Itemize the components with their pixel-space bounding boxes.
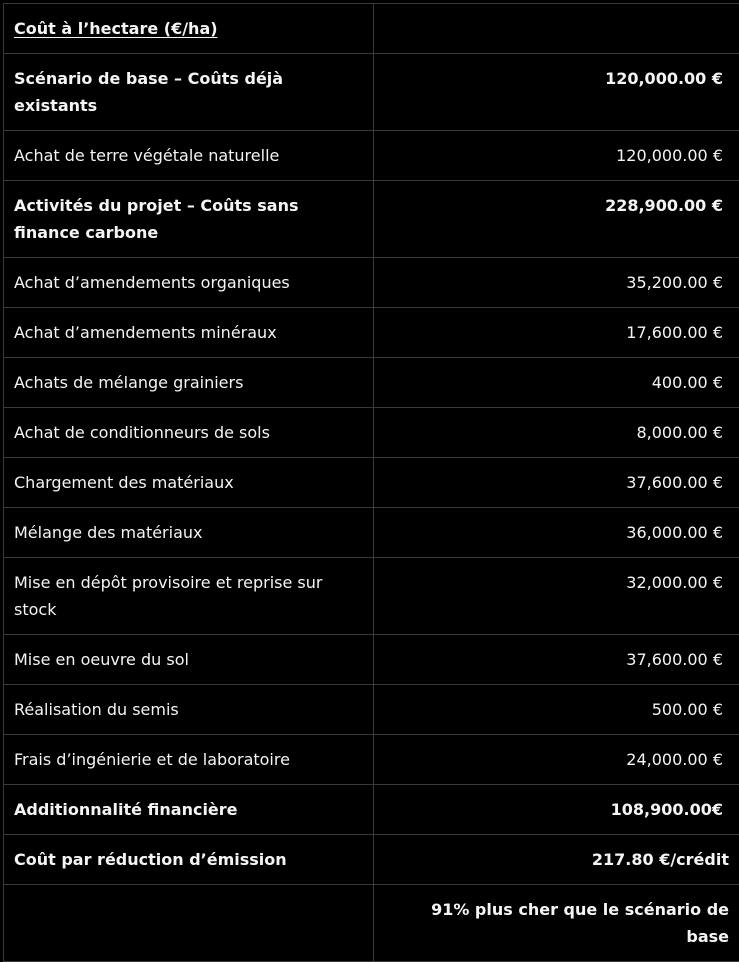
table-row [4,735,739,785]
table-header-empty-cell [374,4,739,54]
row-label [4,885,374,962]
row-label: Achats de mélange grainiers [4,358,374,408]
row-value: 120,000.00 € [374,131,739,181]
row-value: 24,000.00 € [374,735,739,785]
table-row-financial-additionality [4,785,739,835]
row-label: Réalisation du semis [4,685,374,735]
table-row [4,358,739,408]
table-row-base-scenario [4,54,739,131]
row-label: Coût par réduction d’émission [4,835,374,885]
row-label: Additionnalité financière [4,785,374,835]
row-label: Achat d’amendements organiques [4,258,374,308]
table-title-cell [4,4,374,54]
row-value: 37,600.00 € [374,458,739,508]
row-value: 36,000.00 € [374,508,739,558]
row-value: 17,600.00 € [374,308,739,358]
row-value: 8,000.00 € [374,408,739,458]
table-row-project-activities [4,181,739,258]
table-row [4,635,739,685]
row-label: Frais d’ingénierie et de laboratoire [4,735,374,785]
row-label: Mélange des matériaux [4,508,374,558]
cost-per-hectare-table [3,3,739,962]
table-row [4,408,739,458]
row-label: Achat d’amendements minéraux [4,308,374,358]
row-value: 400.00 € [374,358,739,408]
row-value: 217.80 €/crédit [374,835,739,885]
table-row [4,131,739,181]
row-label: Chargement des matériaux [4,458,374,508]
row-value: 32,000.00 € [374,558,739,635]
row-label: Achat de conditionneurs de sols [4,408,374,458]
row-label: Activités du projet – Coûts sans finance carbone [4,181,374,258]
table-row [4,685,739,735]
table-row [4,258,739,308]
row-value: 500.00 € [374,685,739,735]
table-row [4,458,739,508]
row-value: 120,000.00 € [374,54,739,131]
table-title: Coût à l’hectare (€/ha) [14,19,218,38]
row-label: Scénario de base – Coûts déjà existants [4,54,374,131]
row-label: Achat de terre végétale naturelle [4,131,374,181]
table-header-row [4,4,739,54]
table-row-cost-per-emission-reduction [4,835,739,885]
row-value: 35,200.00 € [374,258,739,308]
table-row [4,558,739,635]
row-label: Mise en dépôt provisoire et reprise sur stock [4,558,374,635]
row-label: Mise en oeuvre du sol [4,635,374,685]
comparison-note: 91% plus cher que le scénario de base [374,885,739,962]
row-value: 37,600.00 € [374,635,739,685]
row-value: 228,900.00 € [374,181,739,258]
table-row [4,308,739,358]
table-row-comparison-note [4,885,739,962]
row-value: 108,900.00€ [374,785,739,835]
table-row [4,508,739,558]
